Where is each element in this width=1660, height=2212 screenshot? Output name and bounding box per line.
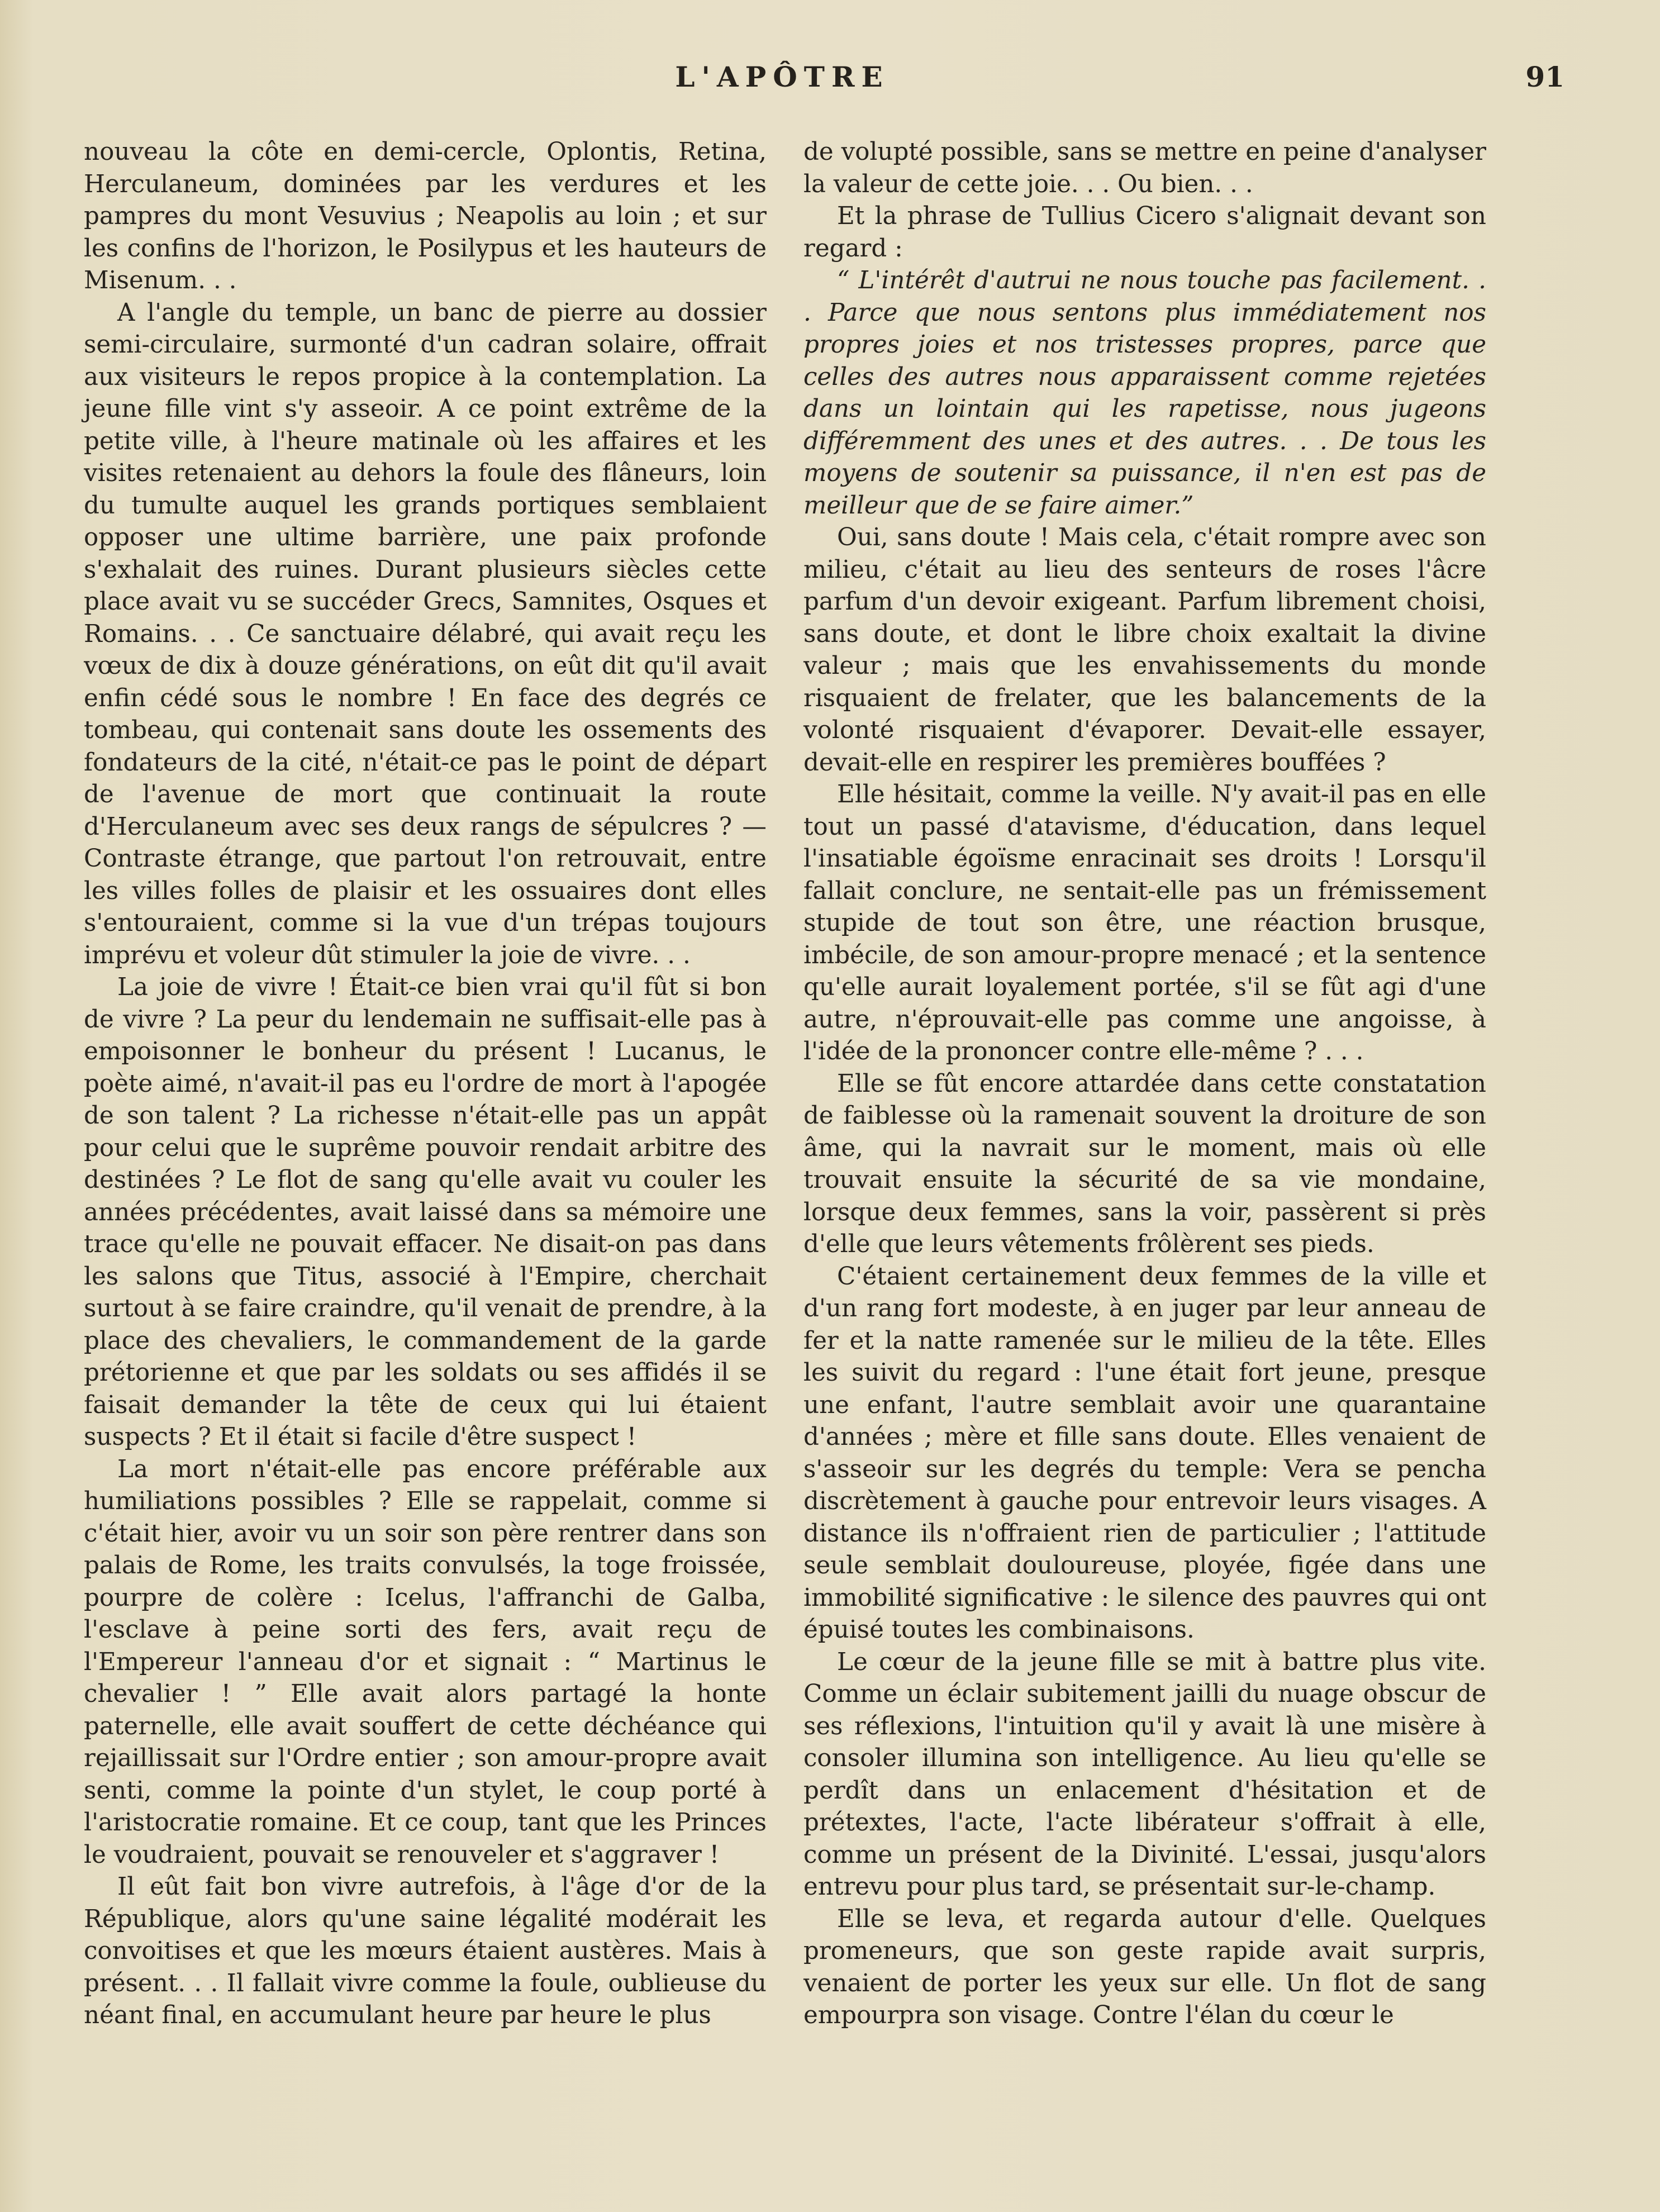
paragraph: Elle se leva, et regarda autour d'elle. Quelques promeneurs, que son geste rapide avait surpris, venaient de porter les yeux sur elle. Un flot de sang empourpra son visage. Contre l'élan du cœur le	[803, 1905, 1486, 2029]
page-number: 91	[1525, 60, 1564, 93]
paragraph: Elle hésitait, comme la veille. N'y avait-il pas en elle tout un passé d'atavisme, d'éducation, dans lequel l'insatiable égoïsme enracinait ses droits ! Lorsqu'il fallait conclure, ne sentait-elle pas un frémissement stupide de tout son être, une réaction brusque, imbécile, de son amour-propre menacé ; et la sentence qu'elle aurait loyalement portée, s'il se fût agi d'une autre, n'éprouvait-elle pas comme une angoisse, à l'idée de la prononcer contre elle-même ? . . .	[803, 781, 1486, 1065]
paragraph: Et la phrase de Tullius Cicero s'alignait devant son regard :	[803, 202, 1486, 263]
paragraph: Il eût fait bon vivre autrefois, à l'âge d'or de la République, alors qu'une saine légalité modérait les convoitises et que les mœurs étaient austères. Mais à présent. . . Il fallait vivre comme la foule, oublieuse du néant final, en accumulant heure par heure le plus	[84, 1873, 767, 2029]
paragraph: A l'angle du temple, un banc de pierre au dossier semi-circulaire, surmonté d'un cadran solaire, offrait aux visiteurs le repos propice à la contemplation. La jeune fille vint s'y asseoir. A ce point extrême de la petite ville, à l'heure matinale où les affaires et les visites retenaient au dehors la foule des flâneurs, loin du tumulte auquel les grands portiques semblaient opposer une ultime barrière, une paix profonde s'exhalait des ruines. Durant plusieurs siècles cette place avait vu se succéder Grecs, Samnites, Osques et Romains. . . Ce sanctuaire délabré, qui avait reçu les vœux de dix à douze générations, on eût dit qu'il avait enfin cédé sous le nombre ! En face des degrés ce tombeau, qui contenait sans doute les ossements des fondateurs de la cité, n'était-ce pas le point de départ de l'avenue de mort que continuait la route d'Herculaneum avec ses deux rangs de sépulcres ? — Contraste étrange, que partout l'on retrouvait, entre les villes folles de plaisir et les ossuaires dont elles s'entouraient, comme si la vue d'un trépas toujours imprévu et voleur dût stimuler la joie de vivre. . .	[84, 298, 767, 969]
paragraph: Oui, sans doute ! Mais cela, c'était rompre avec son milieu, c'était au lieu des senteurs de roses l'âcre parfum d'un devoir exigeant. Parfum librement choisi, sans doute, et dont le libre choix exaltait la divine valeur ; mais que les envahissements du monde risquaient de frelater, que les balancements de la volonté risquaient d'évaporer. Devait-elle essayer, devait-elle en respirer les premières bouffées ?	[803, 524, 1486, 777]
paragraph: La joie de vivre ! Était-ce bien vrai qu'il fût si bon de vivre ? La peur du lendemain ne suffisait-elle pas à empoisonner le bonheur du présent ! Lucanus, le poète aimé, n'avait-il pas eu l'ordre de mort à l'apogée de son talent ? La richesse n'était-elle pas un appât pour celui que le suprême pouvoir rendait arbitre des destinées ? Le flot de sang qu'elle avait vu couler les années précédentes, avait laissé dans sa mémoire une trace qu'elle ne pouvait effacer. Ne disait-on pas dans les salons que Titus, associé à l'Empire, cherchait surtout à se faire craindre, qu'il venait de prendre, à la place des chevaliers, le commandement de la garde prétorienne et que par les soldats ou ses affidés il se faisait demander la tête de ceux qui lui étaient suspects ? Et il était si facile d'être suspect !	[84, 973, 767, 1451]
paragraph: Le cœur de la jeune fille se mit à battre plus vite. Comme un éclair subitement jailli du nuage obscur de ses réflexions, l'intuition qu'il y avait là une misère à consoler illumina son intelligence. Au lieu qu'elle se perdît dans un enlacement d'hésitation et de prétextes, l'acte, l'acte libérateur s'offrait à elle, comme un présent de la Divinité. L'essai, jusqu'alors entrevu pour plus tard, se présentait sur-le-champ.	[803, 1648, 1486, 1901]
running-head	[84, 60, 1564, 105]
right-column	[803, 136, 1486, 2032]
left-column	[84, 136, 767, 2032]
quotation: “ L'intérêt d'autrui ne nous touche pas facilement. . . Parce que nous sentons plus immédiatement nos propres joies et nos tristesses propres, parce que celles des autres nous apparaissent comme rejetées dans un lointain qui les rapetisse, nous jugeons différemment des unes et des autres. . . De tous les moyens de soutenir sa puissance, il n'en est pas de meilleur que de se faire aimer.”	[803, 267, 1486, 520]
running-title: L'APÔTRE	[675, 60, 890, 93]
paragraph: Elle se fût encore attardée dans cette constatation de faiblesse où la ramenait souvent la droiture de son âme, qui la navrait sur le moment, mais où elle trouvait ensuite la sécurité de sa vie mondaine, lorsque deux femmes, sans la voir, passèrent si près d'elle que leurs vêtements frôlèrent ses pieds.	[803, 1069, 1486, 1258]
paragraph: C'étaient certainement deux femmes de la ville et d'un rang fort modeste, à en juger par leur anneau de fer et la natte ramenée sur le milieu de la tête. Elles les suivit du regard : l'une était fort jeune, presque une enfant, l'autre semblait avoir une quarantaine d'années ; mère et fille sans doute. Elles venaient de s'asseoir sur les degrés du temple: Vera se pencha discrètement à gauche pour entrevoir leurs visages. A distance ils n'offraient rien de particulier ; l'attitude seule semblait douloureuse, ployée, figée dans une immobilité significative : le silence des pauvres qui ont épuisé toutes les combinaisons.	[803, 1262, 1486, 1644]
paragraph: de volupté possible, sans se mettre en peine d'analyser la valeur de cette joie. . . Ou bien. . .	[803, 138, 1486, 198]
paragraph: nouveau la côte en demi-cercle, Oplontis, Retina, Herculaneum, dominées par les verdures et les pampres du mont Vesuvius ; Neapolis au loin ; et sur les confins de l'horizon, le Posilypus et les hauteurs de Misenum. . .	[84, 138, 767, 294]
paragraph: La mort n'était-elle pas encore préférable aux humiliations possibles ? Elle se rappelait, comme si c'était hier, avoir vu un soir son père rentrer dans son palais de Rome, les traits convulsés, la toge froissée, pourpre de colère : Icelus, l'affranchi de Galba, l'esclave à peine sorti des fers, avait reçu de l'Empereur l'anneau d'or et signait : “ Martinus le chevalier ! ” Elle avait alors partagé la honte paternelle, elle avait souffert de cette déchéance qui rejaillissait sur l'Ordre entier ; son amour-propre avait senti, comme la pointe d'un stylet, le coup porté à l'aristocratie romaine. Et ce coup, tant que les Princes le voudraient, pouvait se renouveler et s'aggraver !	[84, 1455, 767, 1869]
